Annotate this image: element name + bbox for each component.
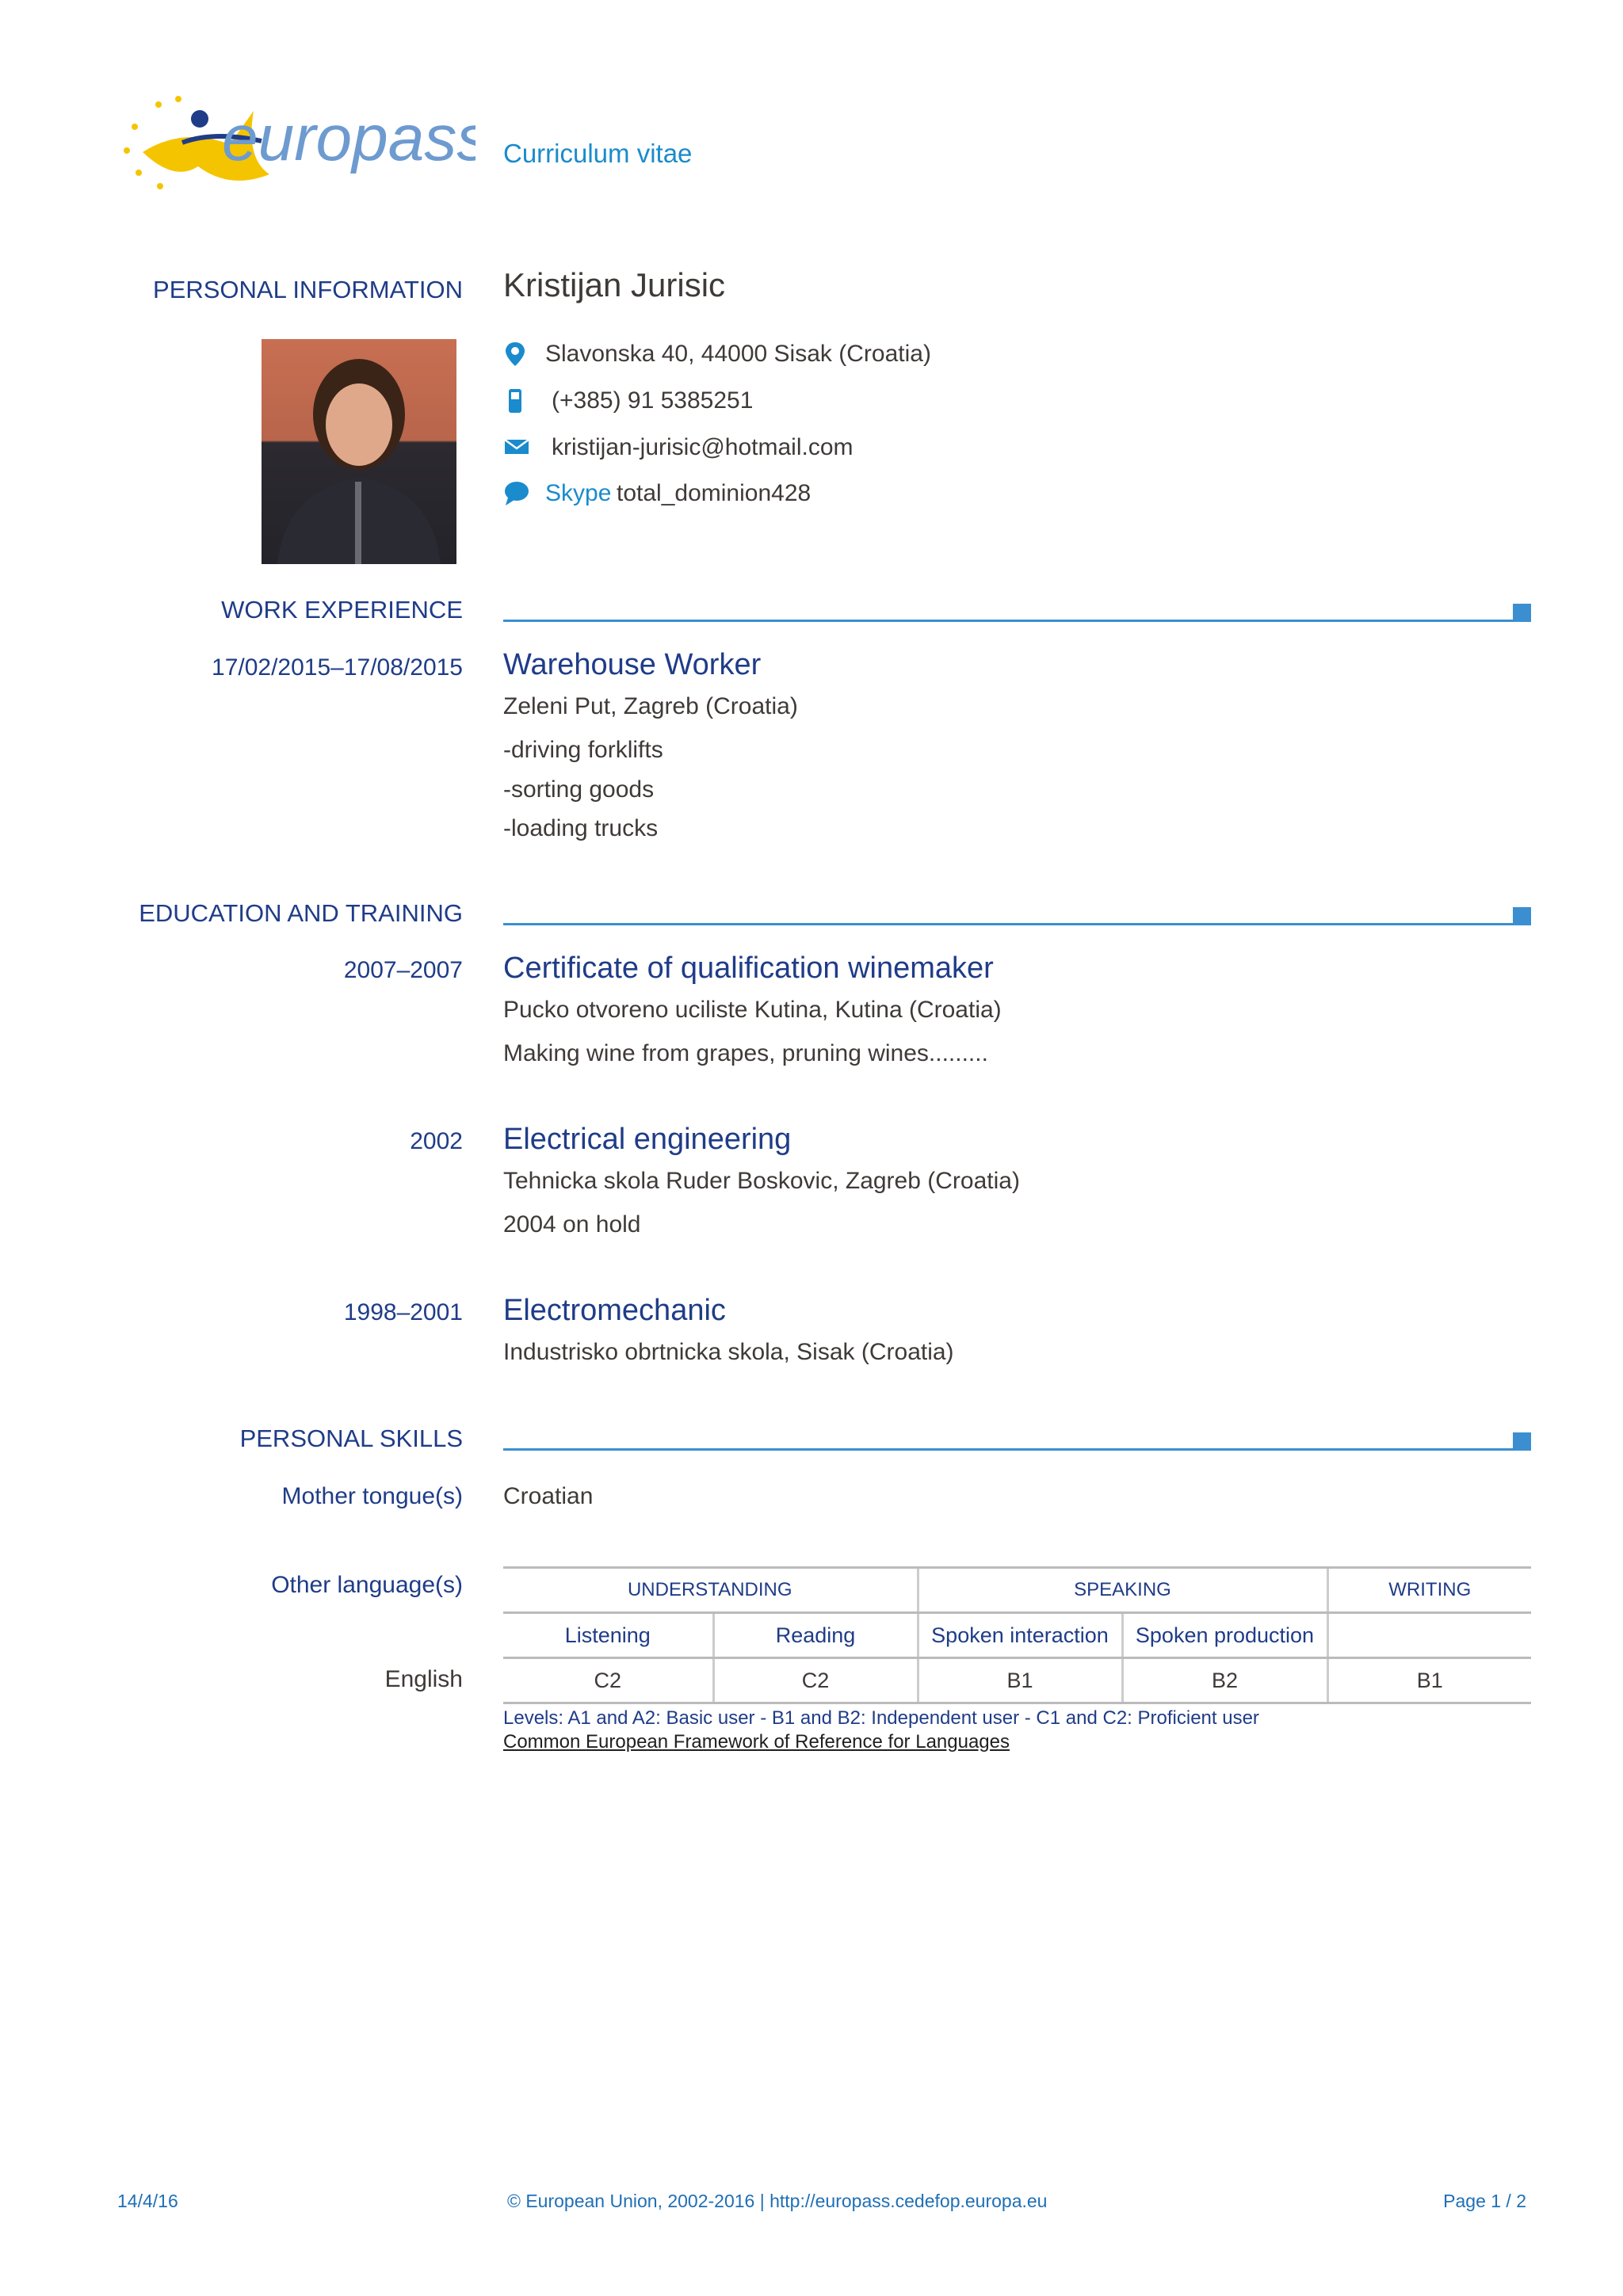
edu-date: 2002 <box>410 1128 463 1154</box>
work-title: Warehouse Worker <box>503 648 762 681</box>
level-writing: B1 <box>1327 1658 1531 1703</box>
edu-title: Electrical engineering <box>503 1123 792 1156</box>
header-speaking: SPEAKING <box>918 1568 1327 1613</box>
subheader-reading: Reading <box>713 1613 918 1658</box>
doc-title: Curriculum vitae <box>503 139 693 168</box>
mother-tongue-label: Mother tongue(s) <box>281 1483 463 1509</box>
level-spoken-production: B2 <box>1122 1658 1327 1703</box>
header-understanding: UNDERSTANDING <box>503 1568 918 1613</box>
work-task: -driving forklifts <box>503 737 663 763</box>
other-languages-label: Other language(s) <box>271 1572 463 1598</box>
logo-wordmark: europass <box>222 102 475 174</box>
edu-title: Electromechanic <box>503 1294 726 1327</box>
header-writing: WRITING <box>1327 1568 1531 1613</box>
im-value: total_dominion428 <box>617 480 812 506</box>
section-marker <box>1513 1432 1531 1451</box>
section-rule <box>503 620 1531 622</box>
profile-photo <box>262 339 456 564</box>
language-levels-table <box>503 1566 1531 1704</box>
framework-link[interactable]: Common European Framework of Reference for Languages <box>503 1731 1010 1753</box>
subheader-listening: Listening <box>503 1613 713 1658</box>
work-date: 17/02/2015–17/08/2015 <box>212 654 463 681</box>
footer-copyright: © European Union, 2002-2016 | http://europass.cedefop.europa.eu <box>507 2191 1048 2211</box>
section-label-personal: PERSONAL INFORMATION <box>153 276 463 303</box>
footer-date: 14/4/16 <box>117 2191 178 2211</box>
language-name: English <box>384 1666 463 1692</box>
edu-date: 2007–2007 <box>343 957 463 983</box>
location-icon <box>503 341 527 364</box>
edu-place: Industrisko obrtnicka skola, Sisak (Croatia) <box>503 1339 954 1365</box>
mobile-phone-icon <box>503 387 527 411</box>
edu-place: Tehnicka skola Ruder Boskovic, Zagreb (Croatia) <box>503 1168 1020 1194</box>
work-place: Zeleni Put, Zagreb (Croatia) <box>503 693 798 719</box>
work-task: -loading trucks <box>503 815 659 841</box>
mother-tongue-value: Croatian <box>503 1483 594 1509</box>
footer-page: Page 1 / 2 <box>1443 2191 1526 2211</box>
section-marker <box>1513 604 1531 622</box>
email-icon <box>503 434 527 458</box>
section-rule <box>503 1448 1531 1451</box>
europass-logo <box>111 87 475 202</box>
edu-title: Certificate of qualification winemaker <box>503 952 994 985</box>
levels-note: Levels: A1 and A2: Basic user - B1 and B2: Independent user - C1 and C2: Proficient user <box>503 1707 1259 1729</box>
level-reading: C2 <box>713 1658 918 1703</box>
address: Slavonska 40, 44000 Sisak (Croatia) <box>545 341 931 367</box>
level-listening: C2 <box>503 1658 713 1703</box>
subheader-spoken-interaction: Spoken interaction <box>918 1613 1122 1658</box>
edu-note: 2004 on hold <box>503 1211 641 1238</box>
edu-date: 1998–2001 <box>343 1299 463 1325</box>
email[interactable]: kristijan-jurisic@hotmail.com <box>552 434 854 460</box>
phone: (+385) 91 5385251 <box>552 387 754 414</box>
chat-bubble-icon <box>503 480 527 504</box>
subheader-spoken-production: Spoken production <box>1122 1613 1327 1658</box>
subheader-writing-empty <box>1327 1613 1531 1658</box>
section-label-skills: PERSONAL SKILLS <box>239 1425 463 1452</box>
section-label-work: WORK EXPERIENCE <box>221 596 463 624</box>
section-marker <box>1513 907 1531 925</box>
section-label-education: EDUCATION AND TRAINING <box>139 899 463 927</box>
section-rule <box>503 923 1531 925</box>
edu-place: Pucko otvoreno uciliste Kutina, Kutina (Croatia) <box>503 997 1002 1023</box>
work-task: -sorting goods <box>503 776 655 803</box>
person-name: Kristijan Jurisic <box>503 266 726 303</box>
im-type: Skype <box>545 480 612 506</box>
edu-note: Making wine from grapes, pruning wines......... <box>503 1040 988 1066</box>
level-spoken-interaction: B1 <box>918 1658 1122 1703</box>
